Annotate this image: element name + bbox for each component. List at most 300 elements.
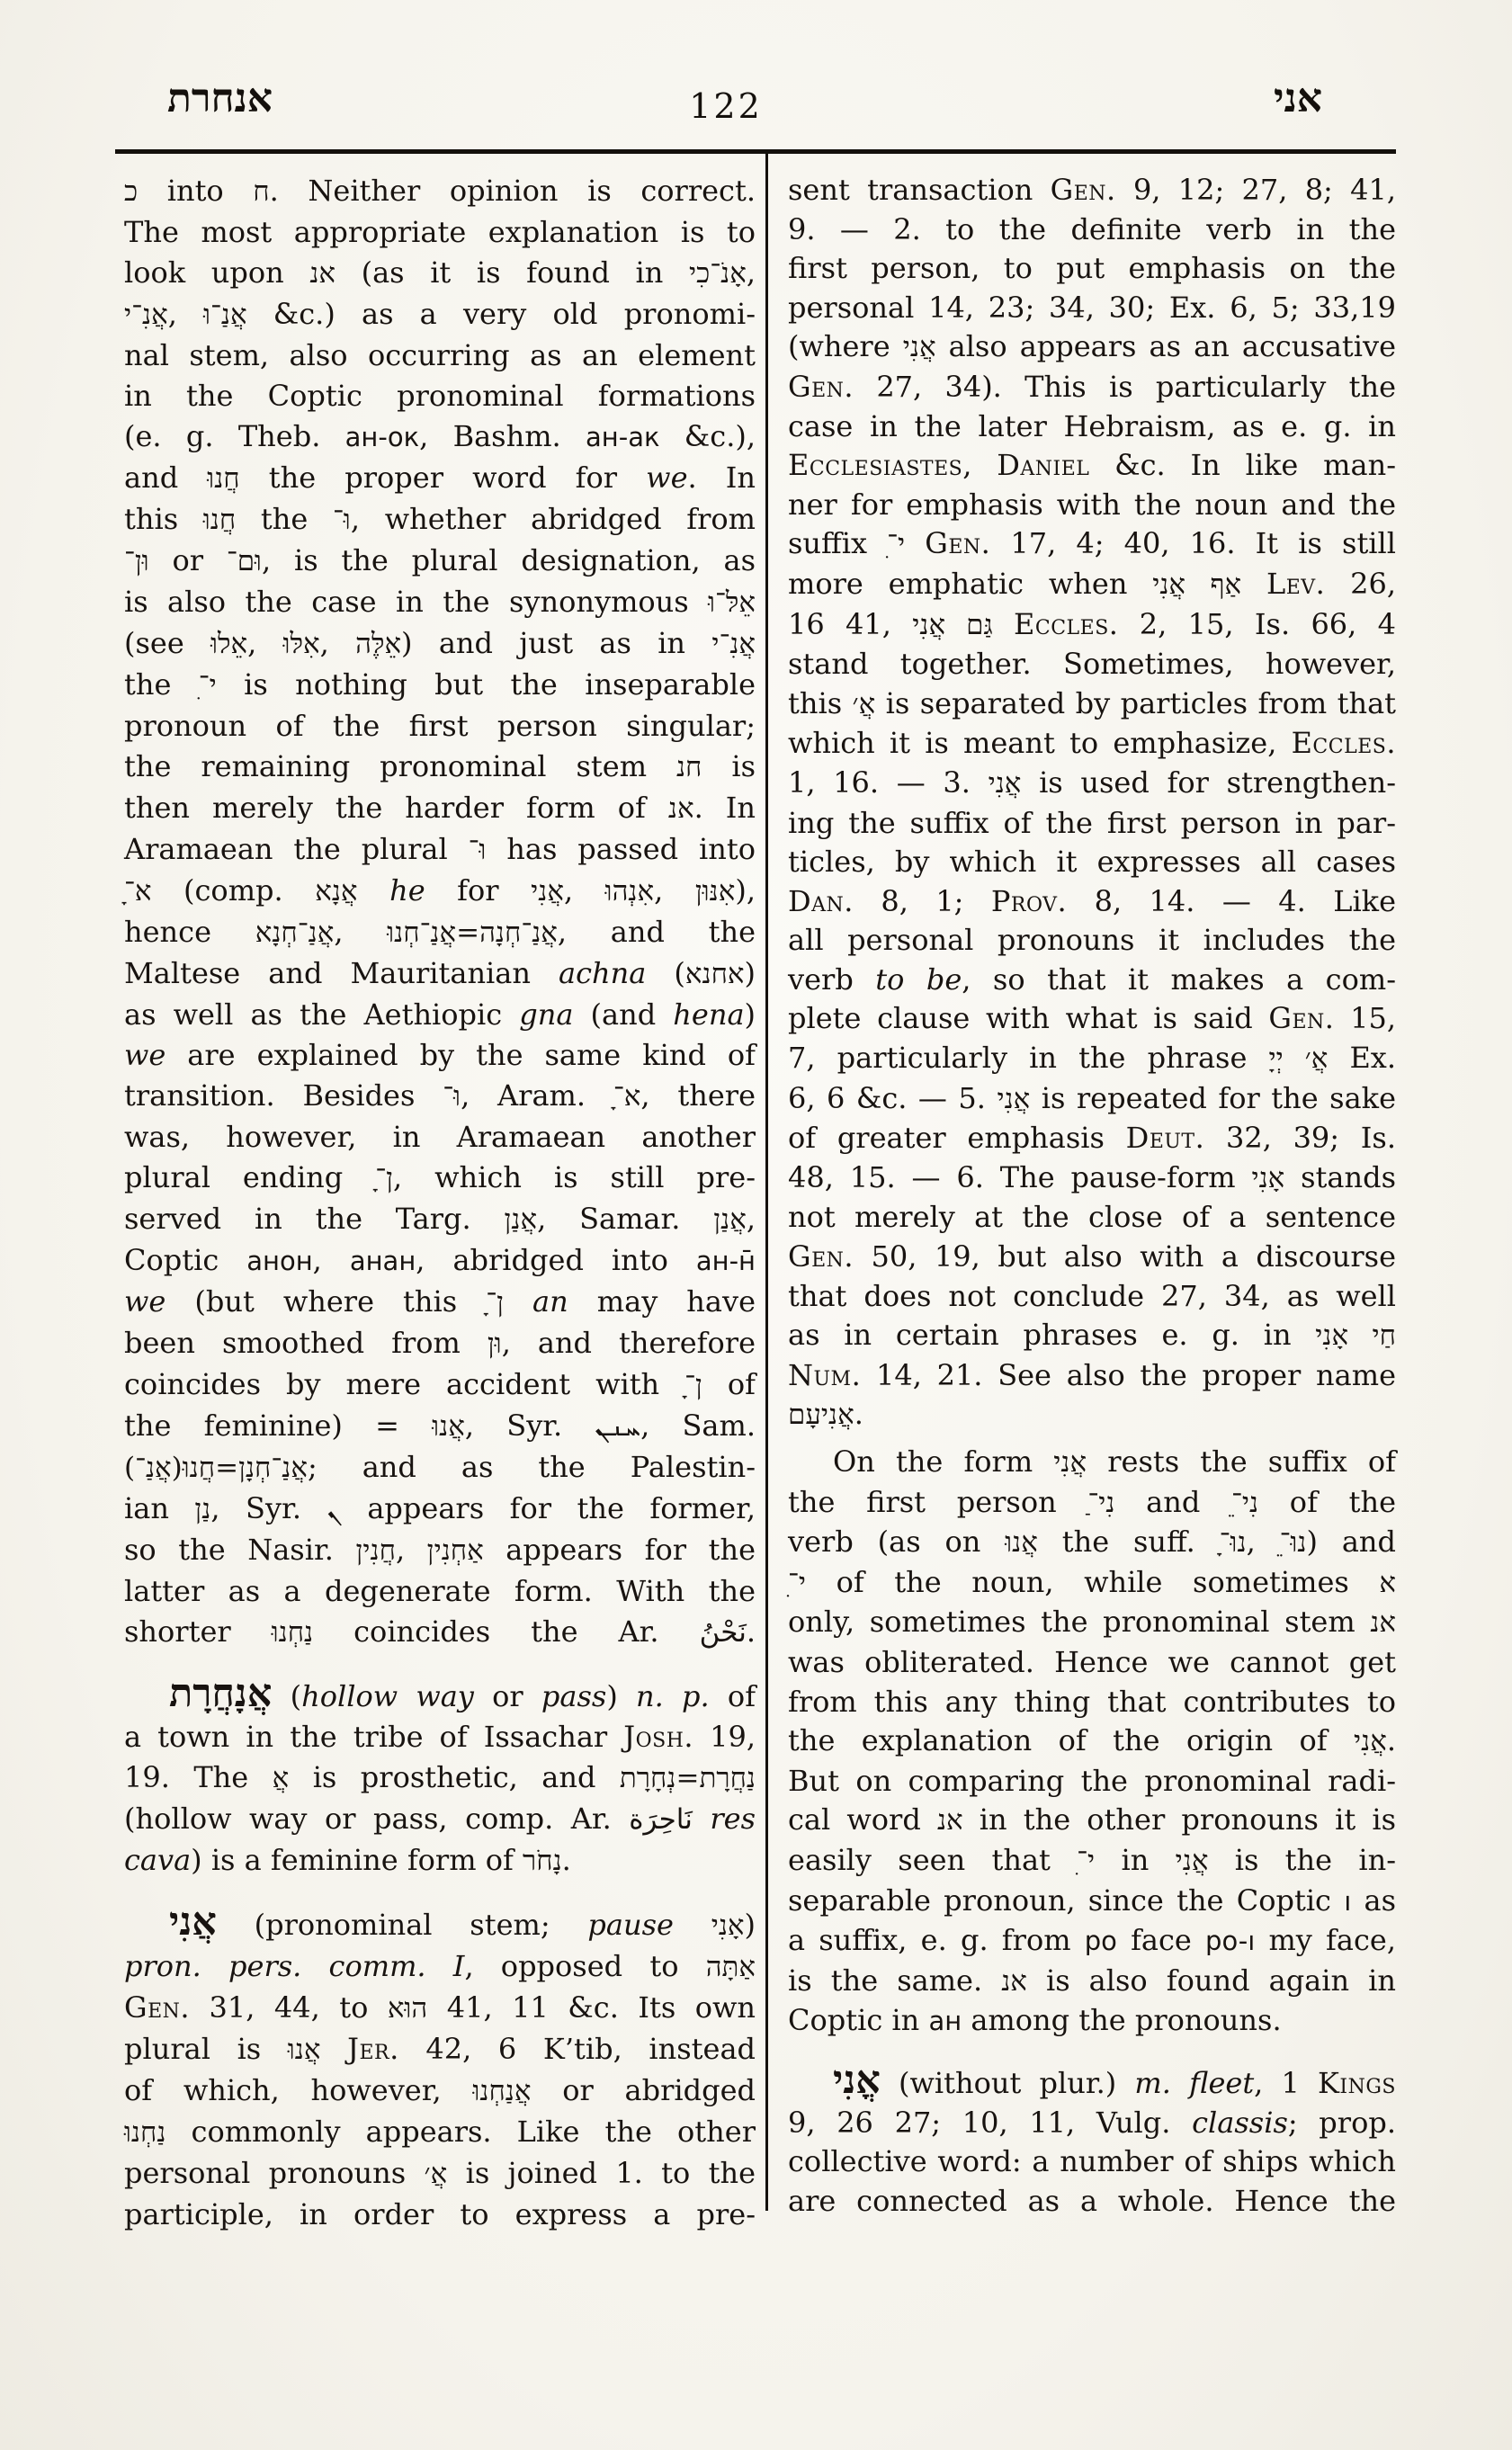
text-segment: 26,	[1325, 566, 1397, 601]
text-line	[124, 1364, 756, 1406]
text-segment: )	[744, 1908, 756, 1942]
text-segment: Eccles.	[1014, 606, 1119, 641]
text-segment: וּן	[487, 1328, 502, 1360]
text-segment: . Neither opinion is correct.	[269, 174, 756, 208]
text-segment: כ	[124, 175, 139, 208]
text-segment: Kings	[1318, 2065, 1397, 2100]
text-segment: plural is	[124, 2032, 288, 2066]
text-segment: анан	[349, 1246, 416, 1276]
text-segment: is used for strengthen-	[1021, 765, 1396, 800]
text-segment: in the other pronouns it is	[962, 1802, 1397, 1838]
text-line	[788, 1395, 1396, 1435]
text-segment: , Samar.	[537, 1202, 714, 1236]
text-segment: an	[532, 1284, 568, 1319]
text-segment: case in the later Hebraism, as e. g. in	[788, 408, 1396, 443]
text-line	[124, 1323, 756, 1364]
text-line	[788, 2104, 1396, 2143]
text-line	[124, 582, 756, 623]
text-segment: אֵלֶּה	[355, 628, 402, 660]
text-segment: אנ	[309, 257, 336, 290]
text-segment: אֲנִ־י	[124, 299, 168, 331]
text-segment: Ex.	[1328, 1041, 1397, 1076]
text-segment: אַתָּה	[705, 1951, 756, 1983]
text-segment	[426, 1949, 453, 1983]
text-segment: ; and as the Palestin-	[307, 1450, 756, 1484]
text-segment: . In	[693, 791, 756, 825]
text-segment: served in the Targ.	[124, 1202, 505, 1236]
text-segment: אֲנוּ	[432, 1410, 465, 1443]
text-segment: (see	[124, 626, 211, 660]
text-line	[124, 416, 756, 458]
text-segment: so the Nasir.	[124, 1533, 356, 1567]
text-segment: coincides the Ar.	[313, 1614, 700, 1649]
text-segment: , Syr.	[210, 1491, 327, 1525]
text-segment: is prosthetic, and	[289, 1760, 620, 1794]
text-segment: Aramaean the plural	[124, 832, 469, 866]
text-segment: אֲנִיעָם	[788, 1399, 854, 1432]
text-line	[124, 1406, 756, 1447]
text-segment: , there	[640, 1078, 756, 1113]
text-line	[124, 1988, 756, 2029]
text-segment: rests the suffix of	[1087, 1444, 1397, 1479]
text-segment: &c. In like man-	[1089, 448, 1397, 483]
text-segment: 16 41,	[788, 606, 913, 641]
text-segment: ח	[253, 175, 270, 208]
text-segment: to be	[875, 961, 962, 997]
text-segment	[1171, 2066, 1189, 2100]
text-segment: 19. The	[124, 1760, 273, 1794]
text-segment: of greater emphasis	[788, 1121, 1126, 1156]
text-line	[788, 2182, 1396, 2222]
text-segment: we	[124, 1038, 166, 1072]
text-line	[788, 1921, 1396, 1962]
text-segment: י־ִ	[887, 528, 906, 561]
text-segment: 1, 16. — 3.	[788, 765, 989, 800]
text-segment: is nothing but the inseparable	[216, 667, 756, 702]
text-segment: is the in-	[1208, 1842, 1397, 1877]
text-line	[788, 524, 1396, 565]
text-segment: hence	[124, 915, 255, 949]
text-segment: &c.),	[659, 419, 756, 453]
text-segment: נַן	[194, 1493, 211, 1525]
text-segment: we	[646, 460, 688, 495]
text-segment: אָנֹ־כִי	[689, 257, 747, 290]
text-segment: this	[124, 502, 203, 536]
text-segment: as in certain phrases e. g. in	[788, 1318, 1316, 1353]
text-line	[124, 665, 756, 706]
text-segment: also appears as an accusative	[935, 329, 1397, 364]
text-line	[788, 882, 1396, 922]
text-segment: the suff.	[1037, 1525, 1220, 1560]
text-segment: or abridged	[531, 2073, 756, 2107]
text-segment: ) and just as in	[401, 626, 712, 660]
text-line	[124, 2029, 756, 2070]
text-segment: is	[702, 749, 756, 783]
text-segment: ı	[1344, 1885, 1352, 1917]
text-segment: my face,	[1255, 1923, 1397, 1958]
text-segment: was obliterated. Hence we cannot get	[788, 1644, 1396, 1679]
text-line	[788, 1962, 1396, 2002]
text-segment: (and	[573, 997, 674, 1032]
text-segment: ן־ָ	[486, 1286, 504, 1319]
text-segment: achna	[559, 956, 647, 990]
text-line	[788, 724, 1396, 764]
text-segment: plete clause with what is said	[788, 1001, 1269, 1036]
text-segment: was, however, in Aramaean another	[124, 1120, 756, 1154]
text-segment: is separated by particles from that	[875, 685, 1397, 720]
text-segment: (but where this	[166, 1284, 487, 1319]
text-segment: which it is meant to emphasize,	[788, 726, 1292, 761]
text-line	[124, 458, 756, 499]
text-segment: Gen.	[925, 526, 991, 561]
text-line	[124, 912, 756, 953]
text-segment: 8, 14. — 4. Like	[1067, 883, 1397, 918]
text-segment: ,	[746, 255, 756, 290]
text-segment: latter as a degenerate form. With the	[124, 1574, 756, 1608]
text-segment: first person, to put emphasis on the	[788, 251, 1396, 286]
text-segment: אֲנָא	[315, 875, 358, 908]
text-segment: Lev.	[1266, 566, 1326, 601]
text-line	[124, 788, 756, 829]
text-line	[124, 747, 756, 788]
text-segment: Deut.	[1125, 1121, 1205, 1156]
text-segment: Gen.	[788, 369, 854, 404]
text-segment: (pronominal stem;	[216, 1908, 588, 1942]
text-segment: (comp.	[151, 873, 316, 908]
text-line	[124, 871, 756, 912]
text-segment: may have	[568, 1284, 756, 1319]
text-segment: , Aram.	[461, 1078, 613, 1113]
text-segment: 32, 39; Is.	[1204, 1121, 1397, 1156]
text-segment: ; prop.	[1287, 2105, 1397, 2140]
text-segment: ן־ָ	[684, 1369, 702, 1401]
text-segment: Jer.	[347, 2032, 399, 2066]
text-segment: אֲ׳	[424, 2158, 448, 2190]
text-segment: , Bashm.	[419, 419, 586, 453]
text-line	[788, 210, 1396, 250]
text-segment: Gen.	[788, 1239, 854, 1274]
text-segment	[674, 1908, 711, 1942]
text-segment: , opposed to	[464, 1949, 706, 1983]
header-keyword-left: אנחרת	[167, 76, 273, 121]
text-segment: of	[702, 1367, 756, 1401]
text-segment: or	[148, 543, 227, 577]
text-segment: stand together. Sometimes, however,	[788, 647, 1396, 682]
page-number: 122	[689, 86, 763, 126]
text-segment: אֲנִי	[1175, 1844, 1209, 1877]
text-segment: a suffix, e. g. from	[788, 1923, 1085, 1958]
text-line	[124, 1035, 756, 1076]
text-segment: Daniel	[997, 448, 1090, 483]
text-segment: י־ִ	[1077, 1844, 1096, 1877]
text-segment: נִי־ַ	[1087, 1486, 1115, 1519]
text-line	[124, 212, 756, 253]
text-segment: The most appropriate explanation is to	[124, 215, 756, 249]
text-line	[788, 645, 1396, 684]
text-line	[124, 1447, 756, 1489]
text-segment: is also the case in the synonymous	[124, 585, 709, 619]
text-line	[124, 1489, 756, 1530]
text-segment: look upon	[124, 255, 310, 290]
text-segment: of which, however,	[124, 2073, 473, 2107]
text-segment: transition. Besides	[124, 1078, 443, 1113]
text-segment: pron. pers. comm.	[124, 1949, 426, 1983]
text-segment: the feminine) =	[124, 1408, 433, 1443]
text-line	[124, 1282, 756, 1323]
text-segment: into	[138, 174, 254, 208]
text-line	[124, 1671, 756, 1717]
text-segment: gna	[519, 997, 574, 1032]
column-divider	[765, 154, 768, 2211]
text-segment: participle, in order to express a pre-	[124, 2197, 756, 2231]
text-segment: נוּ־ָ	[1219, 1526, 1247, 1560]
text-segment: is the same.	[788, 1963, 1002, 1998]
text-line	[124, 1840, 756, 1882]
text-segment: ,	[1246, 1525, 1280, 1560]
text-line	[124, 1158, 756, 1199]
right-column	[788, 171, 1396, 2221]
text-segment: ,	[334, 915, 388, 949]
text-line	[124, 376, 756, 416]
text-segment: pronoun of the first person singular;	[124, 709, 756, 743]
text-segment: וּ־	[443, 1080, 461, 1113]
text-segment: (as it is found in	[336, 255, 689, 290]
text-segment: n. p.	[636, 1679, 710, 1713]
text-line	[788, 249, 1396, 289]
text-line	[124, 829, 756, 871]
text-segment: Maltese and Mauritanian	[124, 956, 559, 990]
text-segment: collective word: a number of ships which	[788, 2144, 1396, 2179]
text-line	[788, 843, 1396, 882]
text-line	[788, 1523, 1396, 1563]
text-segment: ,	[319, 626, 356, 660]
text-segment: plural ending	[124, 1160, 376, 1194]
text-line	[124, 2070, 756, 2112]
text-line	[788, 1079, 1396, 1120]
text-segment: Ecclesiastes	[788, 448, 963, 483]
text-segment: וּן־	[124, 545, 149, 577]
text-segment	[321, 2032, 348, 2066]
text-segment: ,	[395, 1533, 427, 1567]
text-segment: only, sometimes the pronominal stem	[788, 1605, 1371, 1640]
text-line	[788, 605, 1396, 646]
text-segment: pass	[541, 1679, 607, 1713]
text-segment: personal pronouns	[124, 2156, 425, 2190]
text-segment: , and therefore	[501, 1326, 756, 1360]
text-line	[788, 1238, 1396, 1277]
text-segment: ан-н̄	[695, 1246, 756, 1276]
text-segment: אָנִי	[1251, 1161, 1285, 1194]
text-segment: Gen.	[124, 1990, 191, 2025]
text-segment: verb (as on	[788, 1525, 1006, 1560]
text-segment: , Syr.	[464, 1408, 595, 1443]
text-line	[124, 499, 756, 541]
text-segment: אֲ׳	[852, 687, 876, 720]
text-segment: classis	[1192, 2105, 1288, 2140]
text-segment: אֵלּ־וּ	[708, 586, 756, 619]
text-line	[124, 953, 756, 995]
text-segment: hollow way	[301, 1679, 474, 1713]
text-segment: face	[1116, 1923, 1206, 1958]
text-segment: ܚܢܢ	[595, 1411, 641, 1443]
text-segment: 15,	[1334, 1001, 1397, 1036]
text-segment: אנ	[1001, 1964, 1027, 1998]
text-segment: אֲנַ־וּ	[203, 299, 247, 331]
text-segment: ner for emphasis with the noun and the	[788, 487, 1396, 522]
text-segment: and	[124, 460, 208, 495]
text-segment: אֲנוּ	[287, 2034, 321, 2066]
text-line	[788, 1277, 1396, 1317]
text-segment: 8, 1;	[853, 883, 991, 918]
text-line	[788, 1882, 1396, 1922]
text-segment: shorter	[124, 1614, 272, 1649]
text-segment: nal stem, also occurring as an element	[124, 338, 756, 372]
text-segment: נַחְנוּ	[124, 2116, 166, 2149]
text-segment: stands	[1284, 1159, 1396, 1194]
text-line	[788, 171, 1396, 210]
text-segment: (where	[788, 329, 903, 364]
text-segment: אֲנִי	[988, 766, 1022, 800]
text-segment: .	[854, 1397, 863, 1432]
text-segment: res	[710, 1802, 756, 1836]
text-line	[788, 327, 1396, 368]
text-segment	[693, 1802, 710, 1836]
text-segment: On the form	[833, 1444, 1054, 1479]
text-segment: Coptic	[124, 1243, 247, 1277]
text-line	[788, 1039, 1396, 1079]
text-segment: Eccles.	[1291, 726, 1396, 761]
text-line	[124, 2153, 756, 2195]
text-segment: א	[1379, 1566, 1396, 1599]
text-line	[788, 1119, 1396, 1158]
text-segment: , which is still pre-	[393, 1160, 756, 1194]
text-segment	[358, 873, 390, 908]
text-segment: ticles, by which it expresses all cases	[788, 845, 1396, 880]
text-segment: אֲנִי	[531, 875, 564, 908]
text-segment: )	[606, 1679, 637, 1713]
text-segment: has passed into	[486, 832, 756, 866]
text-line	[124, 253, 756, 294]
text-segment: personal 14, 23; 34, 30; Ex. 6, 5; 33,19	[788, 290, 1396, 325]
text-segment: אנ	[1370, 1606, 1396, 1640]
text-segment: he	[389, 873, 425, 908]
text-segment: as well as the Aethiopic	[124, 997, 520, 1032]
text-line	[124, 1612, 756, 1653]
text-segment	[1241, 567, 1266, 601]
text-segment: Josh.	[623, 1720, 694, 1754]
text-segment: (	[272, 1679, 302, 1713]
text-segment: אֲנַחְנוּ	[472, 2075, 532, 2107]
text-segment: נוּ־ֵ	[1279, 1526, 1307, 1560]
text-segment: for	[425, 873, 532, 908]
text-line	[124, 1571, 756, 1612]
text-segment: אֲנִ־י	[711, 628, 756, 660]
text-line	[124, 1946, 756, 1988]
text-segment: )	[744, 956, 756, 990]
text-segment: are connected as a whole. Hence the	[788, 2183, 1396, 2218]
text-segment: , is the plural designation, as	[262, 543, 756, 577]
text-segment: ܢ	[327, 1494, 342, 1525]
text-segment: , and the	[557, 915, 756, 949]
text-segment: in the Coptic pronominal formations	[124, 379, 756, 413]
text-segment: 19,	[693, 1720, 756, 1754]
text-segment: אָנִי	[711, 1909, 745, 1942]
text-segment: Gen.	[1268, 1001, 1335, 1036]
text-line	[788, 565, 1396, 605]
text-segment: po	[1084, 1926, 1117, 1957]
text-line	[788, 1841, 1396, 1882]
text-segment: ,	[962, 448, 998, 483]
text-segment: Gen.	[1050, 173, 1116, 207]
text-segment: ,	[654, 873, 695, 908]
text-segment: אֲנִי	[902, 331, 936, 364]
text-segment: the first person	[788, 1484, 1088, 1519]
text-segment: m.	[1134, 2065, 1171, 2100]
text-segment: Num.	[788, 1357, 862, 1392]
text-line	[124, 1799, 756, 1840]
text-line	[124, 1199, 756, 1240]
text-line	[788, 446, 1396, 486]
text-segment: Coptic in	[788, 2003, 929, 2038]
text-line	[788, 1316, 1396, 1356]
text-segment: 50, 19, but also with a discourse	[854, 1239, 1396, 1274]
text-segment: נַחְנוּ	[271, 1616, 314, 1649]
text-segment: of	[709, 1679, 756, 1713]
text-segment: commonly appears. Like the other	[166, 2115, 756, 2149]
text-segment: אֲנוּ	[1005, 1526, 1038, 1560]
text-segment: as	[1351, 1882, 1397, 1918]
text-segment: cava	[124, 1843, 192, 1877]
text-segment: анон	[246, 1246, 313, 1276]
text-segment: 17, 4; 40, 16. It is still	[990, 526, 1397, 561]
text-segment: נִי־ֵ	[1231, 1486, 1259, 1519]
text-line	[788, 289, 1396, 328]
text-segment: אנ	[936, 1804, 963, 1838]
text-segment: .	[1386, 1723, 1396, 1758]
text-segment: (without plur.)	[880, 2065, 1135, 2100]
text-segment: a town in the tribe of Issachar	[124, 1720, 624, 1754]
text-segment: that does not conclude 27, 34, as well	[788, 1278, 1396, 1313]
text-segment: 14, 21. See also the proper name	[861, 1357, 1396, 1392]
text-line	[124, 1076, 756, 1117]
text-line	[788, 1198, 1396, 1238]
text-segment: 7, particularly in the phrase	[788, 1041, 1269, 1076]
text-segment: all personal pronouns it includes the	[788, 923, 1396, 958]
text-line	[124, 1900, 756, 1946]
text-segment: 6, 6 &c. — 5.	[788, 1080, 998, 1115]
text-segment: in	[1095, 1842, 1176, 1877]
text-segment: (e. g. Theb.	[124, 419, 345, 453]
text-line	[788, 486, 1396, 525]
entry-headword: אֲנָחֲרָת	[169, 1671, 273, 1716]
text-segment: &c.) as a very old pronomi-	[246, 297, 756, 331]
text-line	[124, 2195, 756, 2235]
entry-headword: אֳנִי	[833, 2057, 881, 2103]
text-line	[788, 2001, 1396, 2042]
text-segment: the	[236, 502, 334, 536]
header-rule	[115, 149, 1396, 154]
text-line	[788, 1603, 1396, 1643]
header-keyword-right: אני	[1273, 76, 1323, 121]
text-segment: 9. — 2. to the definite verb in the	[788, 211, 1396, 246]
text-line	[788, 407, 1396, 447]
text-line	[788, 1443, 1396, 1483]
text-line	[124, 623, 756, 665]
text-line	[124, 1757, 756, 1799]
text-line	[788, 368, 1396, 407]
text-segment: ,	[167, 297, 204, 331]
text-segment: ing the suffix of the first person in par-	[788, 805, 1396, 840]
